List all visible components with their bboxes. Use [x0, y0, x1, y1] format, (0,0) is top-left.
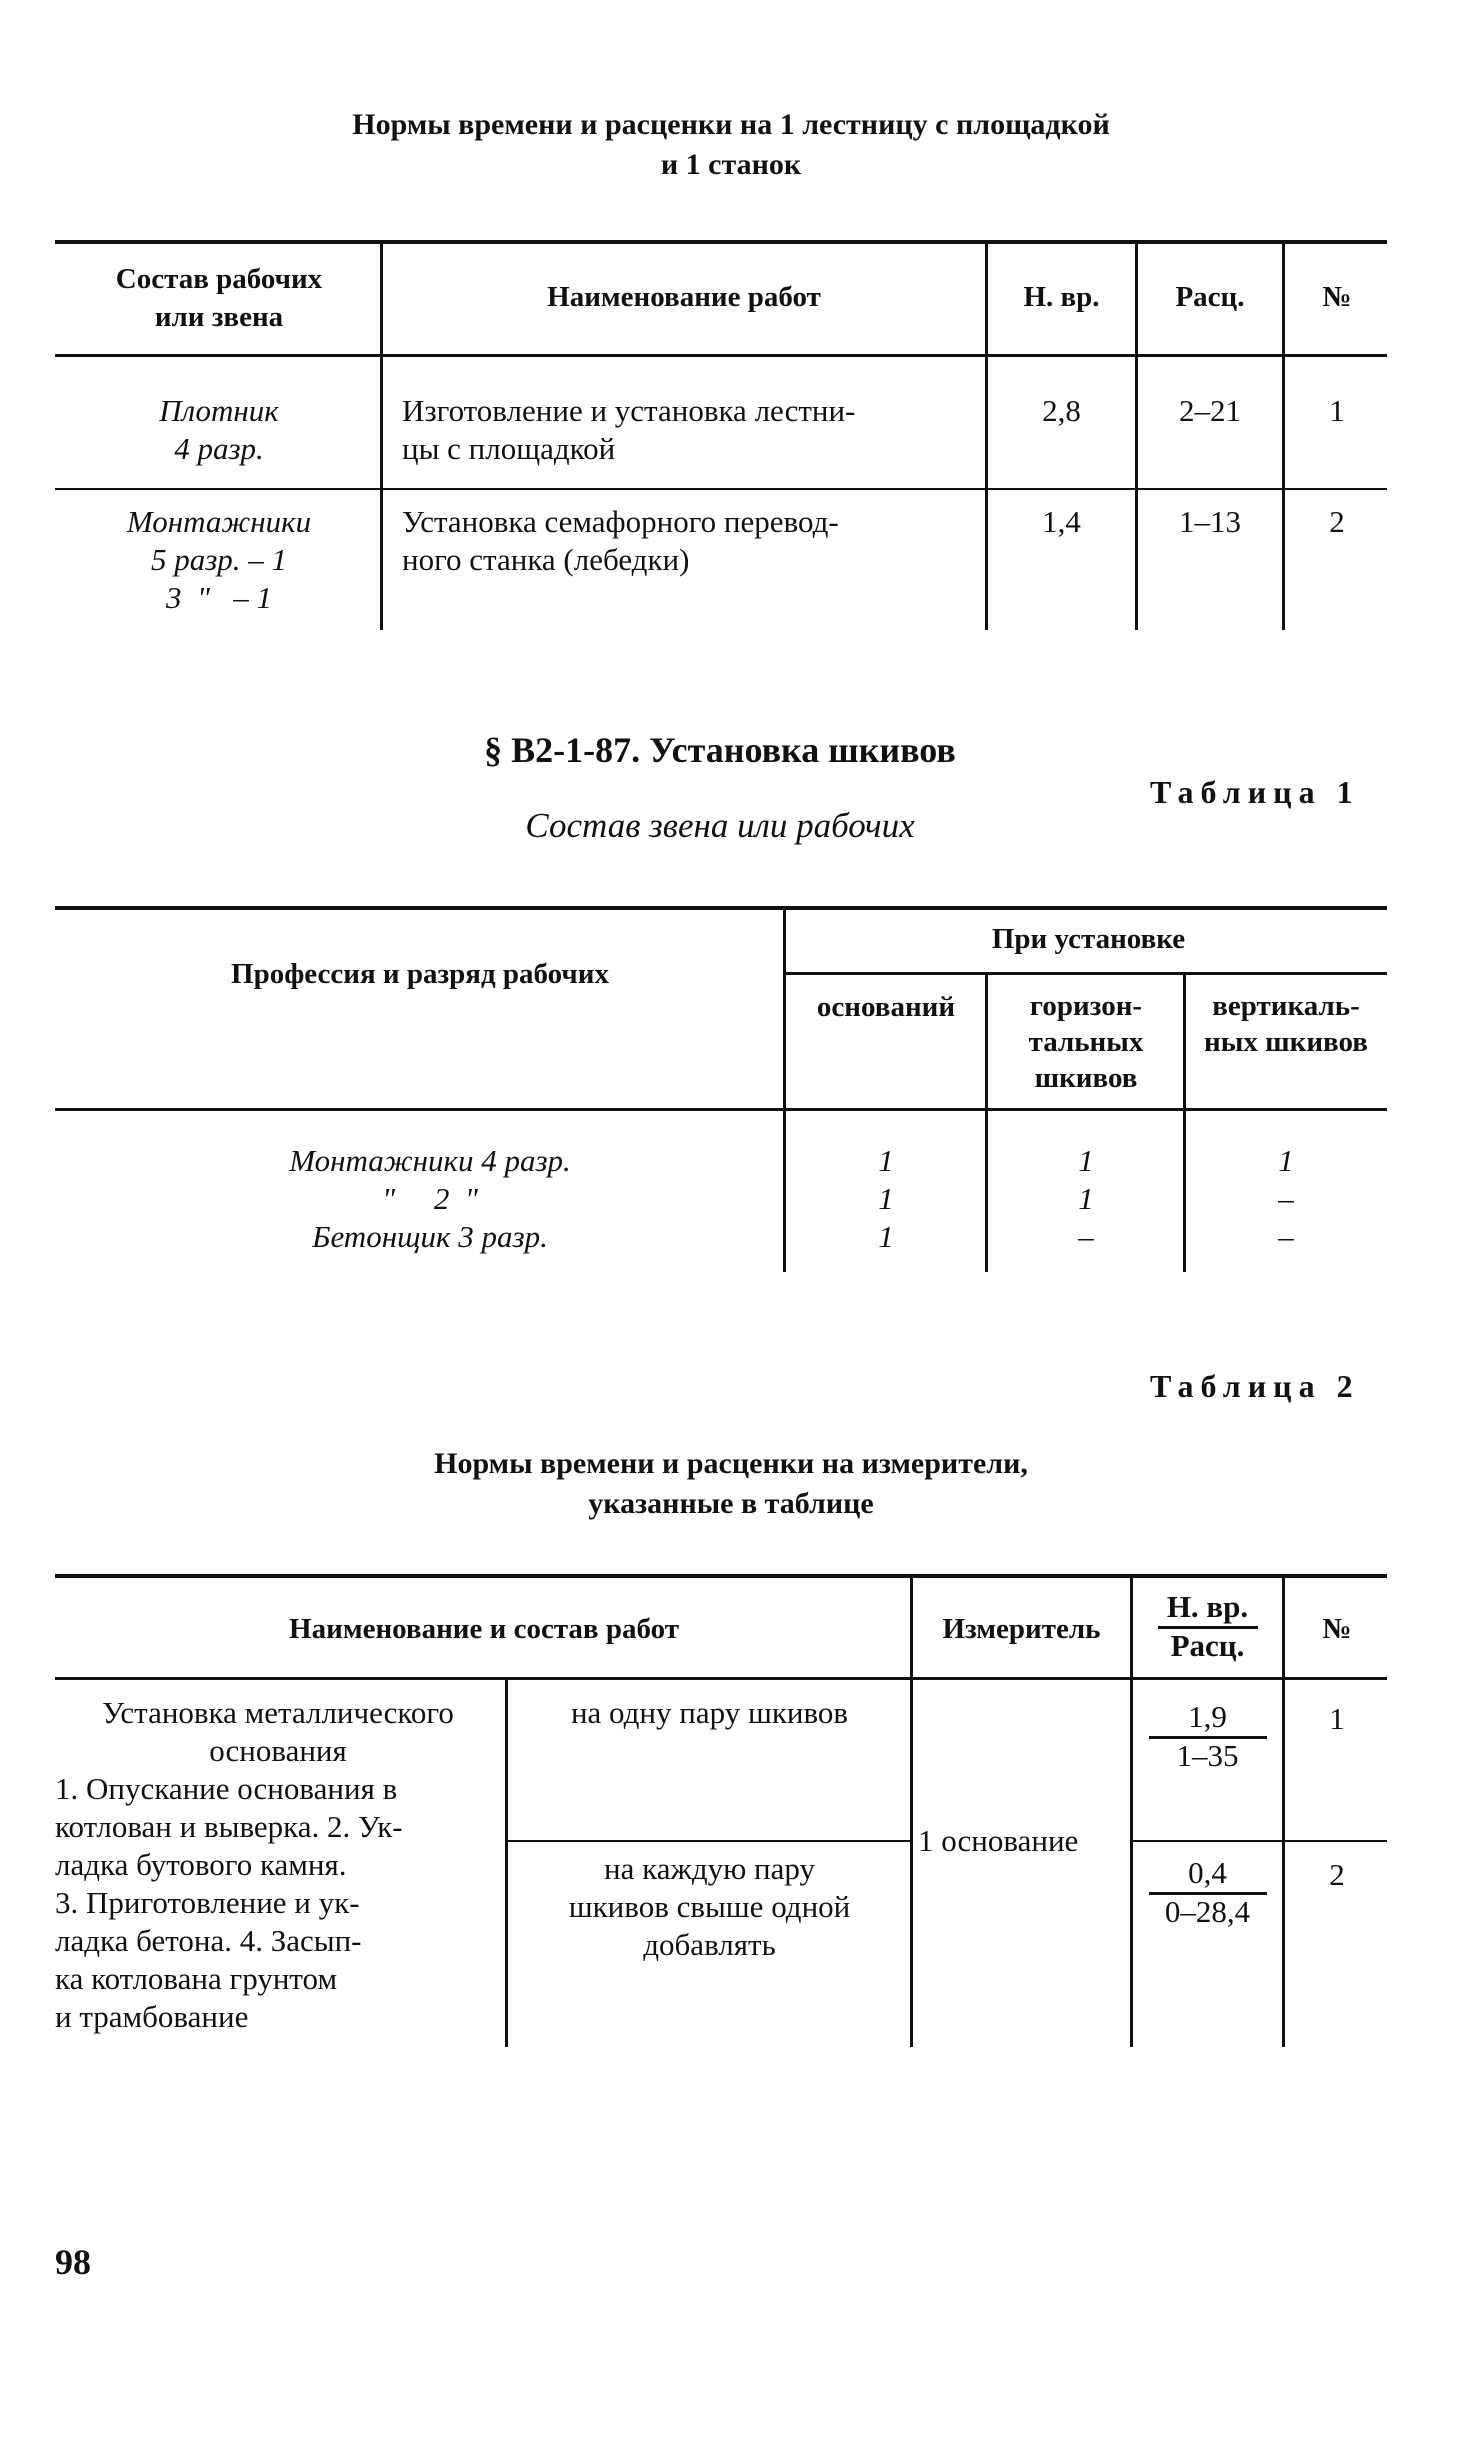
- table2-title: [0, 1444, 1462, 1524]
- table1-divider-1: [783, 906, 786, 1272]
- table1-header-horizontal-line3: шкивов: [1034, 1062, 1138, 1094]
- table1-header-vertical: [1186, 988, 1386, 1060]
- table1-group-rule: [785, 972, 1387, 975]
- table1-header-vertical-line1: вертикаль-: [1212, 990, 1360, 1022]
- table2-row1-norm-rate: [1135, 1700, 1280, 1773]
- table-a-row1-workers-line1: Плотник: [159, 393, 279, 428]
- table2-row2-norm: 0,4: [1149, 1856, 1267, 1895]
- table2-title-line1: Нормы времени и расценки на измерители,: [434, 1447, 1028, 1480]
- table1-row2-vertical: –: [1278, 1181, 1294, 1216]
- table-a-header-num: №: [1322, 281, 1352, 313]
- table2-description-line6: 3. Приготовление и ук-: [55, 1885, 360, 1920]
- table2-row2-variant-line3: добавлять: [643, 1927, 776, 1962]
- table-a-title: [0, 105, 1462, 185]
- table-a-divider-2: [985, 240, 988, 630]
- table2-norm-rule: [1132, 1840, 1387, 1842]
- table1-divider-2: [985, 972, 988, 1272]
- table-a-row1-workers-line2: 4 разр.: [174, 431, 264, 466]
- table2-divider-4: [1282, 1574, 1285, 2047]
- table-a-row1-workers: [60, 392, 378, 468]
- table2-divider-3: [1130, 1574, 1133, 2047]
- table1-header-horizontal-line2: тальных: [1028, 1026, 1144, 1058]
- table-a-header-workers-line2: или звена: [154, 301, 284, 333]
- table-a-header-work: Наименование работ: [547, 281, 821, 313]
- table1-header-horizontal-line1: горизон-: [1029, 990, 1143, 1022]
- table2-top-rule: [55, 1574, 1387, 1578]
- table1-row1-profession: Монтажники 4 разр.: [289, 1143, 571, 1178]
- table2-variant-rule: [507, 1840, 912, 1842]
- table2-description-line5: ладка бутового камня.: [55, 1847, 347, 1882]
- table-a-row-rule: [55, 488, 1387, 490]
- table2-header-norm-rate: [1135, 1590, 1280, 1663]
- table-a-header-norm: Н. вр.: [1023, 281, 1100, 313]
- table2-row1-norm: 1,9: [1149, 1700, 1267, 1739]
- table-a-row2-num: 2: [1329, 504, 1345, 539]
- table-a-header-workers-line1: Состав рабочих: [115, 263, 323, 295]
- table-a-row1-work: [402, 392, 982, 468]
- table-a-row1-work-line2: цы с площадкой: [402, 431, 616, 466]
- table1-row3-horizontal: –: [1078, 1219, 1094, 1254]
- table1-row1-foundations: 1: [878, 1143, 894, 1178]
- table-a-header-rule: [55, 354, 1387, 357]
- table2-row1-variant-line1: на одну пару шкивов: [570, 1695, 849, 1730]
- table1-header-vertical-line2: ных шкивов: [1204, 1026, 1368, 1058]
- table1-top-rule: [55, 906, 1387, 910]
- table1-row1-horizontal: 1: [1078, 1143, 1094, 1178]
- table2-description: [55, 1694, 501, 2036]
- table1-header-horizontal: [990, 988, 1182, 1096]
- table-a-row2-norm: 1,4: [1042, 504, 1081, 539]
- table-a-row2-work: [402, 503, 982, 579]
- table2-row2-norm-rate: [1135, 1856, 1280, 1929]
- table2-description-line4: котлован и выверка. 2. Ук-: [55, 1809, 403, 1844]
- table-a-row2-rate: 1–13: [1179, 504, 1241, 539]
- page-number: 98: [55, 2242, 91, 2282]
- table-a-divider-1: [380, 240, 383, 630]
- table2-row2-num: 2: [1329, 1857, 1345, 1892]
- table1-label: Таблица 1: [1150, 774, 1360, 810]
- table2-header-rule: [55, 1677, 1387, 1680]
- table1-header-rule: [55, 1108, 1387, 1111]
- table1-row3-profession: Бетонщик 3 разр.: [312, 1219, 548, 1254]
- table2-divider-2: [910, 1574, 913, 2047]
- section-heading: § В2-1-87. Установка шкивов: [484, 730, 956, 770]
- table2-measure: 1 основание: [918, 1823, 1079, 1858]
- table1-row2-foundations: 1: [878, 1181, 894, 1216]
- table1-header-profession: Профессия и разряд рабочих: [231, 958, 609, 990]
- table2-description-line2: основания: [209, 1733, 347, 1768]
- table-a-row1-work-line1: Изготовление и установка лестни-: [402, 393, 856, 428]
- table-a-row1-num: 1: [1329, 393, 1345, 428]
- table1-row1-vertical: 1: [1278, 1143, 1294, 1178]
- table2-header-norm: Н. вр.: [1158, 1590, 1258, 1629]
- table-a-divider-4: [1282, 240, 1285, 630]
- table2-label: Таблица 2: [1150, 1368, 1360, 1404]
- table2-row1-num: 1: [1329, 1701, 1345, 1736]
- table-a-row2-workers-line1: Монтажники: [126, 504, 312, 539]
- table-a-divider-3: [1135, 240, 1138, 630]
- table2-description-line8: ка котлована грунтом: [55, 1961, 338, 1996]
- table-a-title-line1: Нормы времени и расценки на 1 лестницу с площадкой: [352, 108, 1110, 141]
- section-subheading: Состав звена или рабочих: [525, 806, 915, 845]
- table-a-top-rule: [55, 240, 1387, 244]
- table2-row2-variant: [512, 1850, 907, 1964]
- table2-row1-variant: [512, 1694, 907, 1732]
- table2-row2-variant-line2: шкивов свыше одной: [568, 1889, 851, 1924]
- table1-row3-foundations: 1: [878, 1219, 894, 1254]
- table2-row1-rate: 1–35: [1176, 1738, 1239, 1773]
- table-a-row2-work-line2: ного станка (лебедки): [402, 542, 690, 577]
- table-a-row1-norm: 2,8: [1042, 393, 1081, 428]
- table-a-row2-work-line1: Установка семафорного перевод-: [402, 504, 839, 539]
- table2-header-measure: Измеритель: [942, 1613, 1101, 1645]
- table2-description-line3: 1. Опускание основания в: [55, 1771, 398, 1806]
- table2-header-rate: Расц.: [1170, 1628, 1245, 1663]
- table2-description-line7: ладка бетона. 4. Засып-: [55, 1923, 362, 1958]
- table-a-row2-workers-line2: 5 разр. – 1: [150, 542, 288, 577]
- table-a-row1-rate: 2–21: [1179, 393, 1241, 428]
- table-a-row2-workers: [60, 503, 378, 617]
- table2-header-num: №: [1322, 1613, 1352, 1645]
- table2-header-work: Наименование и состав работ: [289, 1613, 679, 1645]
- table2-row2-variant-line1: на каждую пару: [604, 1851, 815, 1886]
- table2-description-line9: и трамбование: [55, 1999, 249, 2034]
- table-a-title-line2: и 1 станок: [660, 148, 802, 181]
- table2-title-line2: указанные в таблице: [588, 1487, 874, 1520]
- table1-header-foundations: оснований: [816, 991, 956, 1023]
- table2-divider-1: [505, 1677, 508, 2047]
- table2-row2-rate: 0–28,4: [1164, 1894, 1251, 1929]
- table1-header-group: При установке: [991, 923, 1186, 955]
- table1-row2-profession: " 2 ": [382, 1181, 478, 1216]
- table2-description-line1: Установка металлического: [102, 1695, 454, 1730]
- table1-row3-vertical: –: [1278, 1219, 1294, 1254]
- table1-row2-horizontal: 1: [1078, 1181, 1094, 1216]
- table-a-header-workers: [60, 260, 378, 336]
- table-a-row2-workers-line3: 3 " – 1: [165, 580, 273, 615]
- table-a-header-rate: Расц.: [1175, 281, 1245, 313]
